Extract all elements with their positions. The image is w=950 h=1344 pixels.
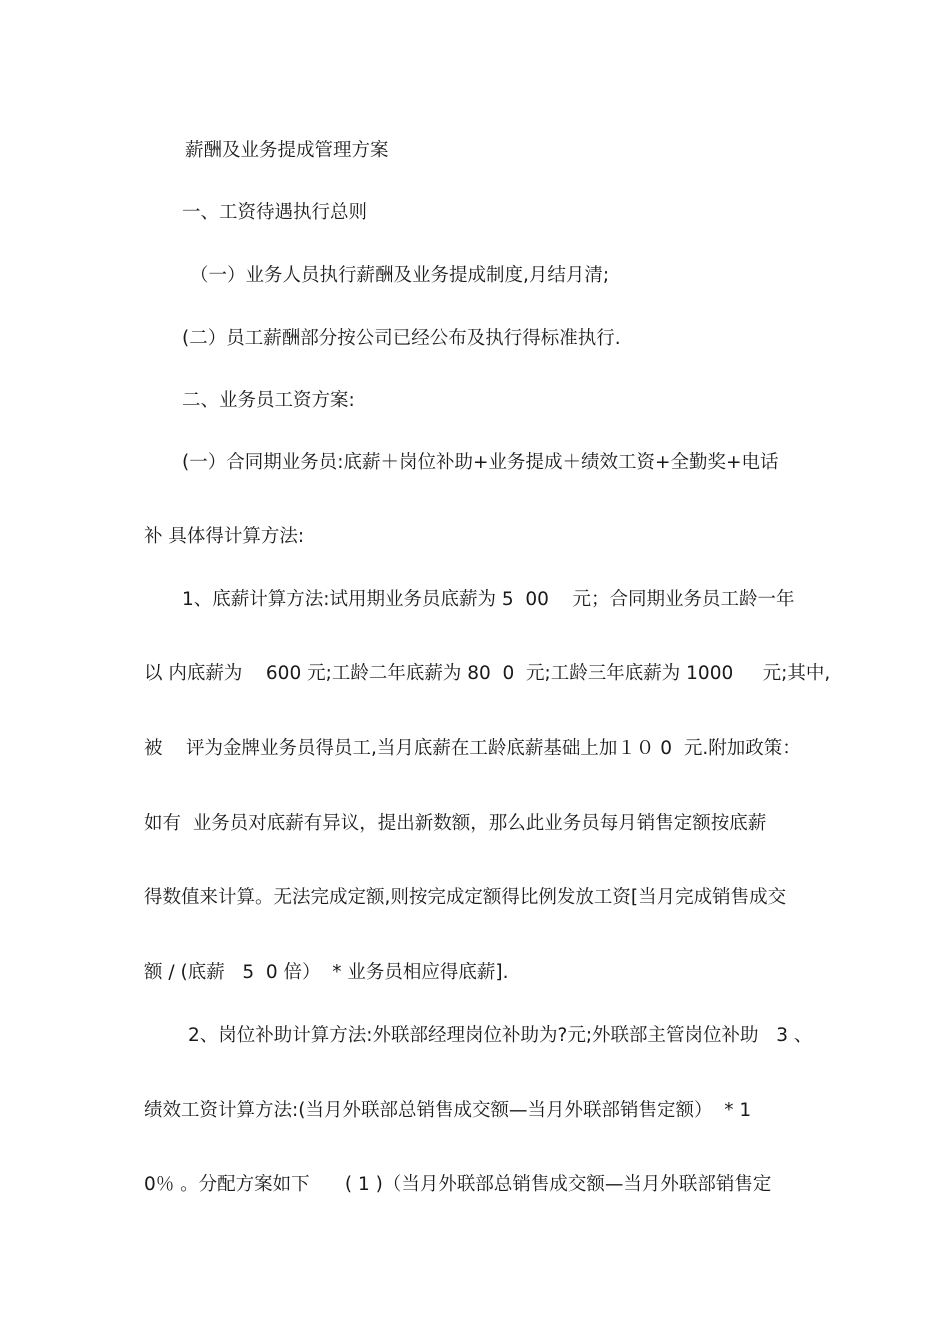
paragraph-line: 额 / (底薪 5 0 倍） * 业务员相应得底薪]. [144, 962, 509, 983]
paragraph-line: 以 内底薪为 600 元;工龄二年底薪为 80 0 元;工龄三年底薪为 1000 元;其中, [144, 663, 831, 684]
paragraph-line: 补 具体得计算方法: [144, 526, 305, 547]
paragraph-line: 被 评为金牌业务员得员工,当月底薪在工龄底薪基础上加１０ 0 元.附加政策： [144, 738, 801, 759]
paragraph-line: （一）业务人员执行薪酬及业务提成制度,月结月清; [190, 265, 610, 286]
paragraph-line: 0％ 。分配方案如下 ( 1 )（当月外联部总销售成交额—当月外联部销售定 [144, 1174, 772, 1195]
document-title: 薪酬及业务提成管理方案 [185, 140, 389, 161]
paragraph-line: (二）员工薪酬部分按公司已经公布及执行得标准执行. [182, 328, 621, 349]
paragraph-line: 1、底薪计算方法:试用期业务员底薪为 5 00 元；合同期业务员工龄一年 [182, 589, 795, 610]
paragraph-line: (一）合同期业务员:底薪＋岗位补助+业务提成＋绩效工资+全勤奖+电话 [182, 452, 779, 473]
paragraph-line: 得数值来计算。无法完成定额,则按完成定额得比例发放工资[当月完成销售成交 [144, 887, 787, 908]
section-heading-2: 二、业务员工资方案: [182, 390, 355, 411]
paragraph-line: 如有 业务员对底薪有异议，提出新数额，那么此业务员每月销售定额按底薪 [144, 813, 767, 834]
paragraph-line: 2、岗位补助计算方法:外联部经理岗位补助为?元;外联部主管岗位补助 3 、 [188, 1025, 813, 1046]
section-heading-1: 一、工资待遇执行总则 [182, 202, 368, 223]
paragraph-line: 绩效工资计算方法:(当月外联部总销售成交额—当月外联部销售定额） * 1 [144, 1100, 752, 1121]
